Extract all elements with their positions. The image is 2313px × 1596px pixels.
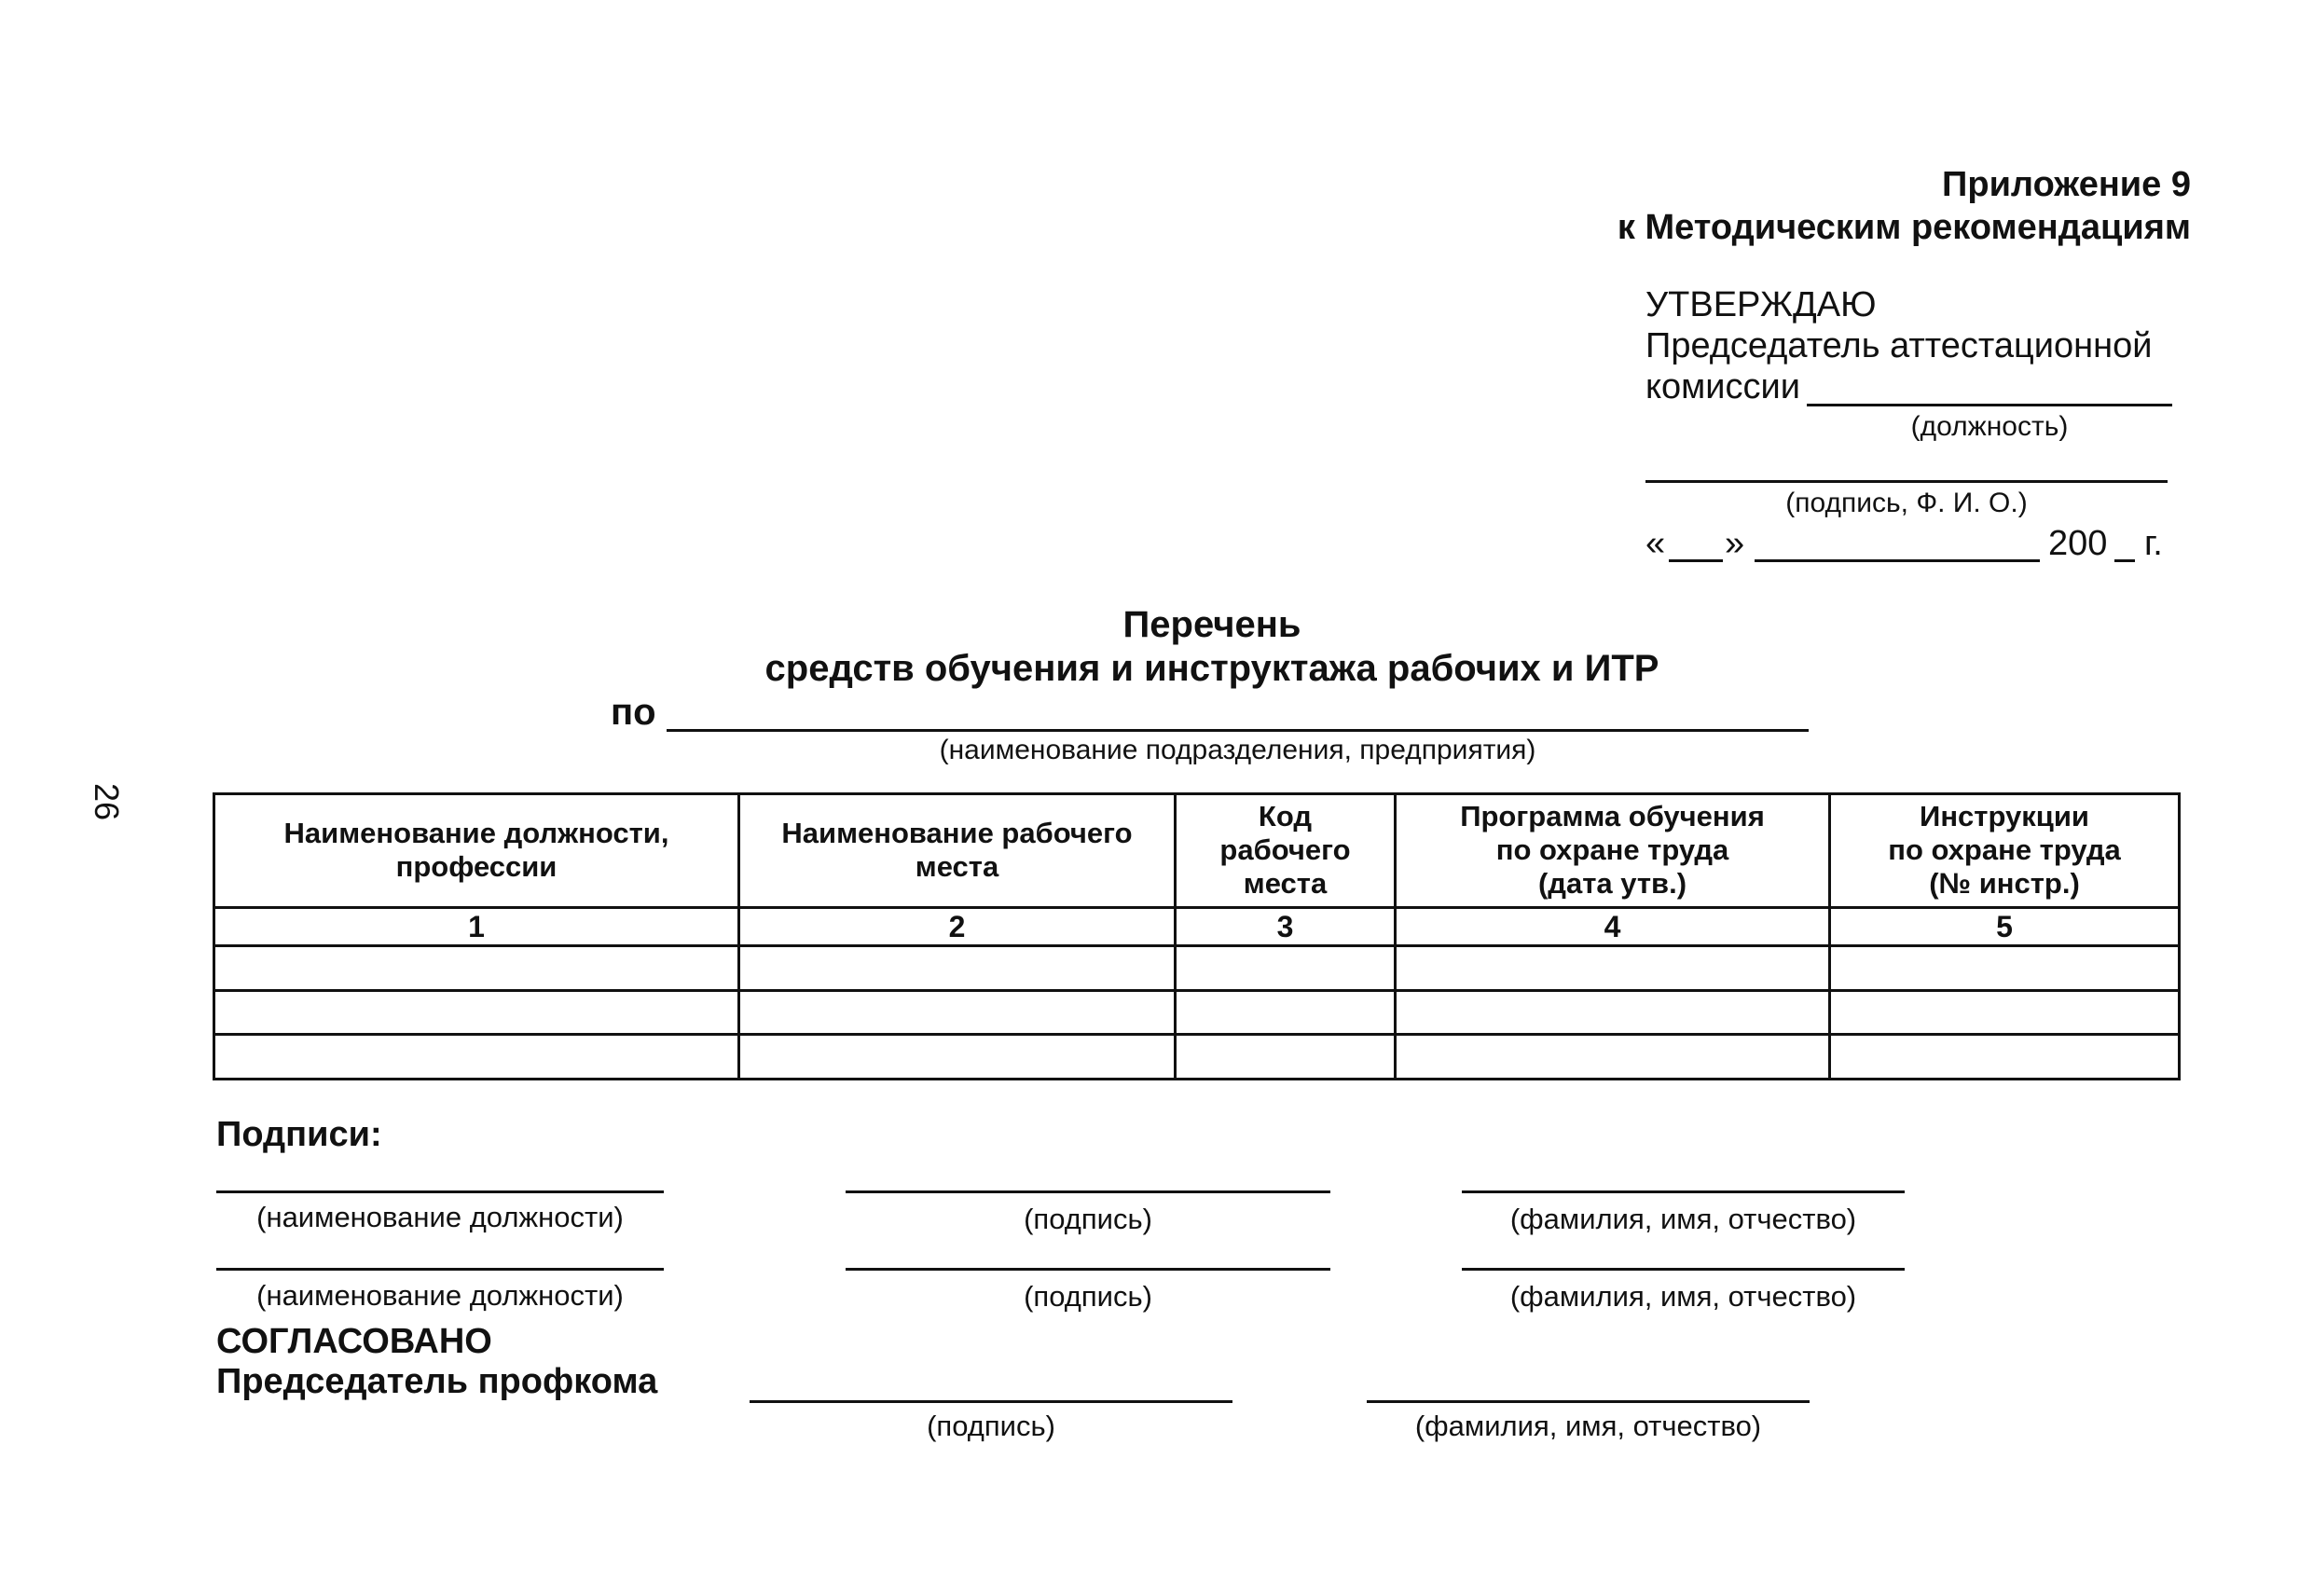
approval-position-caption: (должность) — [1910, 411, 2069, 442]
signature-name-caption: (фамилия, имя, отчество) — [1509, 1280, 1857, 1313]
table-cell — [214, 946, 739, 991]
table-row — [214, 990, 2180, 1035]
column-number: 5 — [1830, 907, 2180, 945]
date-year-suffix: г. — [2144, 524, 2163, 563]
table-cell — [1176, 1035, 1396, 1080]
signature-position-caption: (наименование должности) — [256, 1201, 624, 1233]
document-title: Перечень — [1122, 604, 1301, 645]
table-row — [214, 946, 2180, 991]
table-cell — [1830, 990, 2180, 1035]
agreed-role: Председатель профкома — [216, 1362, 658, 1401]
appendix-line-2: к Методическим рекомендациям — [1617, 208, 2191, 247]
signature-name-line — [1462, 1190, 1905, 1193]
appendix-line-1: Приложение 9 — [1942, 165, 2191, 204]
page-number: 26 — [88, 783, 126, 821]
signatures-title: Подписи: — [216, 1115, 382, 1154]
document-subtitle: средств обучения и инструктажа рабочих и ИТР — [764, 648, 1659, 689]
table-cell — [1830, 946, 2180, 991]
table-number-row — [214, 907, 2180, 945]
approval-position-line — [1807, 404, 2172, 406]
header-instructions: Инструкции по охране труда (№ инстр.) — [1830, 794, 2180, 908]
approval-title: УТВЕРЖДАЮ — [1645, 285, 1877, 324]
date-close-quote: » — [1725, 524, 1745, 563]
table-cell — [1396, 946, 1830, 991]
signature-position-caption: (наименование должности) — [256, 1279, 624, 1312]
table-cell — [1176, 990, 1396, 1035]
signature-name-caption: (фамилия, имя, отчество) — [1509, 1203, 1857, 1235]
table-cell — [739, 946, 1176, 991]
header-workplace: Наименование рабочего места — [739, 794, 1176, 908]
header-position: Наименование должности, профессии — [214, 794, 739, 908]
po-caption: (наименование подразделения, предприятия) — [939, 735, 1536, 765]
column-number: 1 — [214, 907, 739, 945]
signature-position-line — [216, 1268, 664, 1271]
table-cell — [214, 990, 739, 1035]
signature-caption: (подпись) — [1024, 1280, 1152, 1313]
approval-role-line-2: комиссии — [1645, 367, 1800, 406]
equipment-table — [213, 792, 2178, 1080]
approval-signature-caption: (подпись, Ф. И. О.) — [1785, 488, 2028, 518]
agreed-signature-caption: (подпись) — [927, 1410, 1055, 1442]
signature-caption: (подпись) — [1024, 1203, 1152, 1235]
signature-position-line — [216, 1190, 664, 1193]
agreed-name-line — [1367, 1400, 1810, 1403]
signature-name-line — [1462, 1268, 1905, 1271]
table-cell — [1396, 990, 1830, 1035]
column-number: 2 — [739, 907, 1176, 945]
table-row — [214, 1035, 2180, 1080]
date-year-prefix: 200 — [2048, 524, 2108, 563]
agreed-signature-line — [750, 1400, 1232, 1403]
date-month-line — [1755, 559, 2040, 562]
date-year-line — [2114, 559, 2135, 562]
column-number: 4 — [1396, 907, 1830, 945]
table-cell — [739, 1035, 1176, 1080]
date-open-quote: « — [1645, 524, 1666, 563]
header-workplace-code: Код рабочего места — [1176, 794, 1396, 908]
date-day-line — [1669, 559, 1723, 562]
po-line — [667, 729, 1809, 732]
table-header-row — [214, 794, 2180, 908]
approval-role-line-1: Председатель аттестационной — [1645, 326, 2153, 365]
agreed-name-caption: (фамилия, имя, отчество) — [1414, 1410, 1762, 1442]
table-cell — [739, 990, 1176, 1035]
agreed-title: СОГЛАСОВАНО — [216, 1322, 492, 1361]
column-number: 3 — [1176, 907, 1396, 945]
approval-signature-line — [1645, 480, 2168, 483]
table-cell — [214, 1035, 739, 1080]
signature-line — [846, 1190, 1330, 1193]
table-cell — [1830, 1035, 2180, 1080]
signature-line — [846, 1268, 1330, 1271]
po-label: по — [611, 692, 656, 733]
table-cell — [1176, 946, 1396, 991]
header-training-program: Программа обучения по охране труда (дата утв.) — [1396, 794, 1830, 908]
table-cell — [1396, 1035, 1830, 1080]
